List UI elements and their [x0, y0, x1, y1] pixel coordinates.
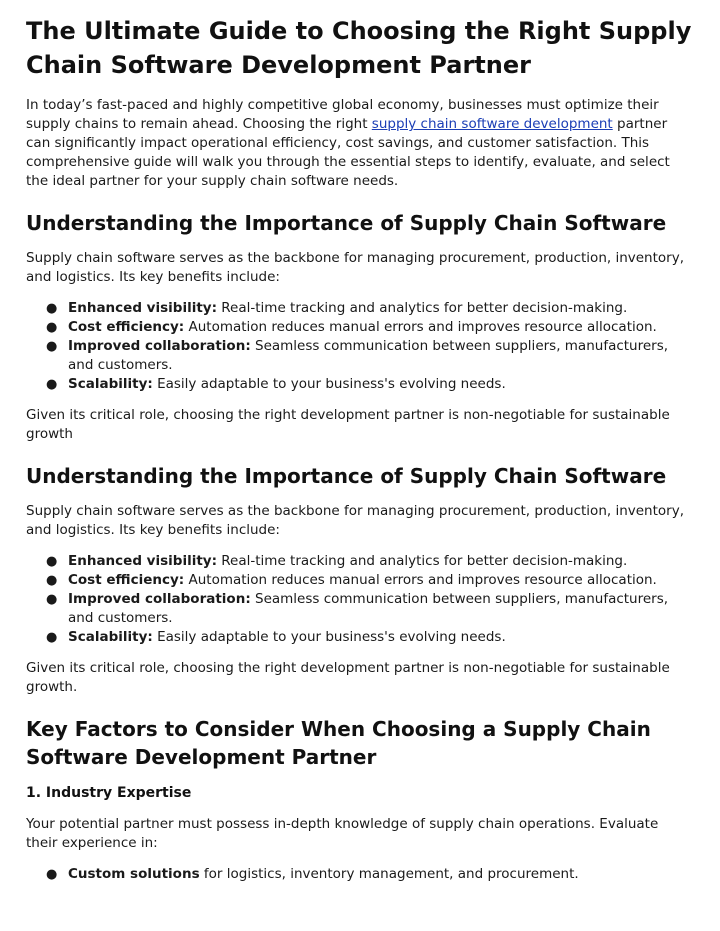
bullet-icon: ● [46, 554, 58, 569]
list-item [46, 337, 694, 375]
item-text: Seamless communication between suppliers, manufacturers, and customers. [68, 591, 669, 626]
subsection-heading: 1. Industry Expertise [26, 785, 192, 801]
intro-text-end: partner can significantly impact operational efficiency, cost savings, and customer satisfaction. This comprehensive guide will walk you through the essential steps to identify, evaluate, and select the ideal partner for your supply chain software needs. [26, 116, 670, 189]
intro-paragraph [26, 96, 694, 191]
section-lead: Supply chain software serves as the backbone for managing procurement, production, inventory, and logistics. Its key benefits include: [26, 250, 684, 285]
bullet-icon: ● [46, 301, 58, 316]
item-text: Real-time tracking and analytics for better decision-making. [216, 553, 628, 569]
bullet-icon: ● [46, 339, 58, 354]
subsection-lead: Your potential partner must possess in-depth knowledge of supply chain operations. Evaluate their experience in: [26, 816, 659, 851]
item-text: Automation reduces manual errors and improves resource allocation. [184, 572, 657, 588]
bullet-icon: ● [46, 630, 58, 645]
list-item [46, 299, 694, 318]
bullet-icon: ● [46, 573, 58, 588]
list-item [46, 571, 694, 590]
expertise-list [26, 865, 694, 884]
bullet-icon: ● [46, 867, 58, 882]
bullet-icon: ● [46, 592, 58, 607]
benefits-list [26, 552, 694, 647]
section-closing: Given its critical role, choosing the right development partner is non-negotiable for sustainable growth. [26, 660, 670, 695]
item-text: Easily adaptable to your business's evolving needs. [152, 629, 506, 645]
item-bold-label: Improved collaboration: [68, 338, 251, 354]
item-bold-label: Improved collaboration: [68, 591, 251, 607]
item-bold-label: Enhanced visibility: [68, 300, 217, 316]
item-text: Real-time tracking and analytics for better decision-making. [216, 300, 628, 316]
list-item [46, 865, 694, 884]
list-item [46, 590, 694, 628]
section-heading: Understanding the Importance of Supply Chain Software [26, 211, 667, 235]
item-bold-label: Scalability: [68, 629, 153, 645]
supply-chain-software-link[interactable]: supply chain software development [371, 116, 613, 132]
item-bold-label: Cost efficiency: [68, 572, 185, 588]
item-text: for logistics, inventory management, and procurement. [199, 866, 579, 882]
item-bold-label: Cost efficiency: [68, 319, 185, 335]
bullet-icon: ● [46, 320, 58, 335]
item-bold-label: Scalability: [68, 376, 153, 392]
item-bold-label: Custom solutions [68, 866, 200, 882]
list-item [46, 375, 694, 394]
bullet-icon: ● [46, 377, 58, 392]
section-lead: Supply chain software serves as the backbone for managing procurement, production, inventory, and logistics. Its key benefits include: [26, 503, 684, 538]
section-closing: Given its critical role, choosing the right development partner is non-negotiable for sustainable growth [26, 407, 670, 442]
benefits-list [26, 299, 694, 394]
section-heading: Understanding the Importance of Supply Chain Software [26, 464, 667, 488]
list-item [46, 318, 694, 337]
list-item [46, 552, 694, 571]
list-item [46, 628, 694, 647]
item-text: Seamless communication between suppliers, manufacturers, and customers. [68, 338, 669, 373]
item-text: Automation reduces manual errors and improves resource allocation. [184, 319, 657, 335]
intro-text-start: In today’s fast-paced and highly competitive global economy, businesses must optimize their supply chains to remain ahead. Choosing the right [26, 97, 659, 132]
item-bold-label: Enhanced visibility: [68, 553, 217, 569]
section-heading: Key Factors to Consider When Choosing a Supply Chain Software Development Partner [26, 717, 651, 769]
item-text: Easily adaptable to your business's evolving needs. [152, 376, 506, 392]
page-title: The Ultimate Guide to Choosing the Right Supply Chain Software Development Partner [26, 17, 692, 79]
